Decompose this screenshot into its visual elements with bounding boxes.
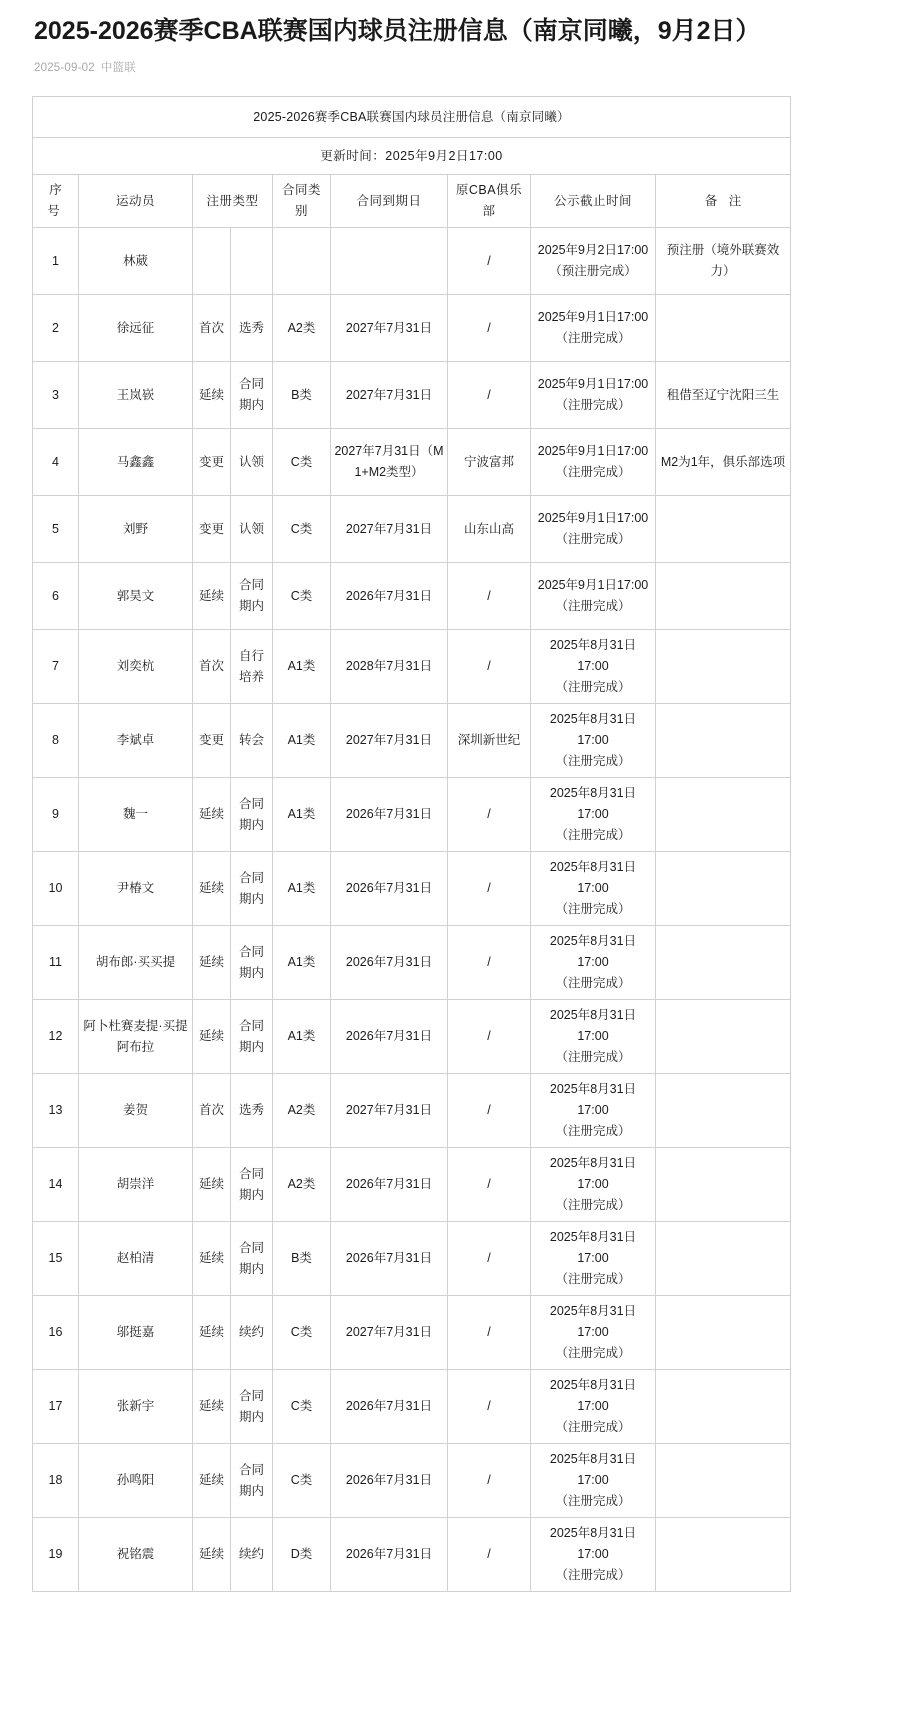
deadline-line-2: （注册完成） <box>555 398 631 412</box>
table-row <box>33 926 791 1000</box>
cell-contract-class: A1类 <box>273 630 331 704</box>
table-row <box>33 1000 791 1074</box>
cell-contract-class: A1类 <box>273 704 331 778</box>
cell-remark <box>656 1000 791 1074</box>
cell-reg-type-secondary: 合同期内 <box>231 1222 273 1296</box>
cell-former-club: / <box>448 1518 531 1592</box>
cell-contract-class: A2类 <box>273 295 331 362</box>
cell-publicity-deadline <box>531 704 656 778</box>
cell-index: 10 <box>33 852 79 926</box>
cell-athlete: 马鑫鑫 <box>79 429 193 496</box>
deadline-line-2: 17:00 <box>577 881 609 895</box>
cell-contract-expiry: 2027年7月31日（M1+M2类型） <box>331 429 448 496</box>
page-title: 2025-2026赛季CBA联赛国内球员注册信息（南京同曦，9月2日） <box>34 17 761 45</box>
cell-reg-type-secondary: 合同期内 <box>231 563 273 630</box>
cell-publicity-deadline <box>531 778 656 852</box>
article-source: 中篮联 <box>100 62 136 74</box>
cell-publicity-deadline <box>531 429 656 496</box>
cell-former-club: / <box>448 630 531 704</box>
cell-contract-expiry <box>331 228 448 295</box>
cell-reg-type-secondary: 选秀 <box>231 295 273 362</box>
cell-reg-type-primary: 延续 <box>193 926 231 1000</box>
cell-reg-type-primary: 延续 <box>193 1000 231 1074</box>
cell-index: 12 <box>33 1000 79 1074</box>
cell-reg-type-primary: 延续 <box>193 1148 231 1222</box>
cell-index: 9 <box>33 778 79 852</box>
cell-reg-type-secondary: 认领 <box>231 496 273 563</box>
header-athlete: 运动员 <box>79 175 193 228</box>
deadline-line-2: 17:00 <box>577 1399 609 1413</box>
cell-remark <box>656 1444 791 1518</box>
cell-index: 11 <box>33 926 79 1000</box>
cell-contract-class: C类 <box>273 1444 331 1518</box>
cell-contract-expiry: 2026年7月31日 <box>331 1444 448 1518</box>
cell-former-club: / <box>448 852 531 926</box>
cell-athlete: 王岚嵚 <box>79 362 193 429</box>
table-row <box>33 630 791 704</box>
cell-athlete: 祝铭震 <box>79 1518 193 1592</box>
deadline-line-3: （注册完成） <box>555 754 631 768</box>
cell-contract-class: A2类 <box>273 1074 331 1148</box>
table-row <box>33 1222 791 1296</box>
deadline-line-2: 17:00 <box>577 1251 609 1265</box>
cell-athlete: 胡布郎·买买提 <box>79 926 193 1000</box>
article-meta <box>34 60 866 76</box>
cell-contract-expiry: 2027年7月31日 <box>331 362 448 429</box>
cell-reg-type-secondary <box>231 228 273 295</box>
cell-remark <box>656 1518 791 1592</box>
cell-publicity-deadline <box>531 1000 656 1074</box>
deadline-line-2: （注册完成） <box>555 532 631 546</box>
cell-athlete: 魏一 <box>79 778 193 852</box>
cell-index: 16 <box>33 1296 79 1370</box>
cell-reg-type-secondary: 续约 <box>231 1518 273 1592</box>
cell-contract-expiry: 2027年7月31日 <box>331 1296 448 1370</box>
cell-publicity-deadline <box>531 362 656 429</box>
table-row <box>33 1518 791 1592</box>
cell-remark: M2为1年，俱乐部选项 <box>656 429 791 496</box>
cell-contract-expiry: 2027年7月31日 <box>331 496 448 563</box>
cell-former-club: / <box>448 295 531 362</box>
cell-contract-class: C类 <box>273 563 331 630</box>
deadline-line-3: （注册完成） <box>555 1272 631 1286</box>
deadline-line-2: 17:00 <box>577 659 609 673</box>
deadline-line-1: 2025年8月31日 <box>549 860 637 874</box>
cell-reg-type-primary: 延续 <box>193 362 231 429</box>
deadline-line-2: 17:00 <box>577 955 609 969</box>
cell-athlete: 姜贺 <box>79 1074 193 1148</box>
header-index: 序 号 <box>33 175 79 228</box>
cell-reg-type-primary: 延续 <box>193 1444 231 1518</box>
deadline-line-3: （注册完成） <box>555 1198 631 1212</box>
cell-reg-type-primary: 延续 <box>193 1370 231 1444</box>
cell-athlete: 刘野 <box>79 496 193 563</box>
cell-index: 15 <box>33 1222 79 1296</box>
cell-former-club: / <box>448 563 531 630</box>
cell-index: 8 <box>33 704 79 778</box>
cell-contract-class: C类 <box>273 1296 331 1370</box>
cell-athlete: 尹椿文 <box>79 852 193 926</box>
table-row <box>33 852 791 926</box>
cell-contract-class: D类 <box>273 1518 331 1592</box>
deadline-line-1: 2025年8月31日 <box>549 1082 637 1096</box>
cell-reg-type-secondary: 合同期内 <box>231 1370 273 1444</box>
cell-remark <box>656 1074 791 1148</box>
deadline-line-3: （注册完成） <box>555 1568 631 1582</box>
deadline-line-2: （注册完成） <box>555 599 631 613</box>
cell-reg-type-primary: 变更 <box>193 704 231 778</box>
cell-reg-type-secondary: 合同期内 <box>231 362 273 429</box>
cell-index: 5 <box>33 496 79 563</box>
cell-former-club: / <box>448 1296 531 1370</box>
table-updated-row <box>33 138 791 175</box>
table-row <box>33 1148 791 1222</box>
cell-publicity-deadline <box>531 1148 656 1222</box>
deadline-line-2: 17:00 <box>577 1325 609 1339</box>
deadline-line-1: 2025年8月31日 <box>549 1008 637 1022</box>
cell-former-club: / <box>448 1370 531 1444</box>
cell-remark <box>656 295 791 362</box>
cell-index: 1 <box>33 228 79 295</box>
cell-publicity-deadline <box>531 1518 656 1592</box>
cell-athlete: 孙鸣阳 <box>79 1444 193 1518</box>
cell-publicity-deadline <box>531 563 656 630</box>
deadline-line-2: （注册完成） <box>555 331 631 345</box>
header-remark: 备 注 <box>656 175 791 228</box>
cell-athlete: 刘奕杭 <box>79 630 193 704</box>
cell-publicity-deadline <box>531 1074 656 1148</box>
deadline-line-1: 2025年8月31日 <box>549 786 637 800</box>
table-head <box>33 97 791 228</box>
deadline-line-2: 17:00 <box>577 807 609 821</box>
cell-publicity-deadline <box>531 926 656 1000</box>
cell-index: 18 <box>33 1444 79 1518</box>
cell-remark <box>656 1296 791 1370</box>
cell-athlete: 邬挺嘉 <box>79 1296 193 1370</box>
deadline-line-1: 2025年8月31日 <box>549 1452 637 1466</box>
cell-contract-expiry: 2028年7月31日 <box>331 630 448 704</box>
cell-athlete: 郭昊文 <box>79 563 193 630</box>
cell-reg-type-secondary: 续约 <box>231 1296 273 1370</box>
cell-contract-class: A1类 <box>273 778 331 852</box>
table-row <box>33 228 791 295</box>
cell-contract-class: C类 <box>273 1370 331 1444</box>
deadline-line-3: （注册完成） <box>555 680 631 694</box>
cell-index: 14 <box>33 1148 79 1222</box>
cell-reg-type-primary: 首次 <box>193 295 231 362</box>
deadline-line-1: 2025年9月1日17:00 <box>537 377 649 391</box>
cell-former-club: / <box>448 1000 531 1074</box>
cell-remark <box>656 630 791 704</box>
deadline-line-1: 2025年9月1日17:00 <box>537 444 649 458</box>
cell-remark <box>656 704 791 778</box>
table-caption: 2025-2026赛季CBA联赛国内球员注册信息（南京同曦） <box>33 97 791 138</box>
deadline-line-1: 2025年8月31日 <box>549 1526 637 1540</box>
table-row <box>33 563 791 630</box>
cell-former-club: / <box>448 1148 531 1222</box>
deadline-line-1: 2025年8月31日 <box>549 712 637 726</box>
article-header <box>0 0 900 76</box>
table-row <box>33 295 791 362</box>
cell-reg-type-secondary: 选秀 <box>231 1074 273 1148</box>
cell-index: 19 <box>33 1518 79 1592</box>
cell-athlete: 胡崇洋 <box>79 1148 193 1222</box>
cell-contract-expiry: 2026年7月31日 <box>331 1222 448 1296</box>
deadline-line-3: （注册完成） <box>555 1420 631 1434</box>
cell-contract-class: C类 <box>273 429 331 496</box>
deadline-line-3: （注册完成） <box>555 976 631 990</box>
cell-reg-type-primary: 变更 <box>193 496 231 563</box>
deadline-line-3: （注册完成） <box>555 1494 631 1508</box>
cell-contract-class: A2类 <box>273 1148 331 1222</box>
cell-remark: 预注册（境外联赛效力） <box>656 228 791 295</box>
table-row <box>33 429 791 496</box>
cell-publicity-deadline <box>531 1444 656 1518</box>
cell-reg-type-secondary: 合同期内 <box>231 926 273 1000</box>
cell-contract-class: A1类 <box>273 926 331 1000</box>
table-caption-row <box>33 97 791 138</box>
deadline-line-1: 2025年8月31日 <box>549 1230 637 1244</box>
deadline-line-2: 17:00 <box>577 1177 609 1191</box>
cell-reg-type-primary <box>193 228 231 295</box>
cell-reg-type-secondary: 转会 <box>231 704 273 778</box>
header-reg-type: 注册类型 <box>193 175 273 228</box>
deadline-line-2: 17:00 <box>577 1547 609 1561</box>
cell-publicity-deadline <box>531 295 656 362</box>
deadline-line-2: 17:00 <box>577 1103 609 1117</box>
cell-former-club: / <box>448 778 531 852</box>
deadline-line-1: 2025年8月31日 <box>549 638 637 652</box>
cell-index: 7 <box>33 630 79 704</box>
cell-reg-type-primary: 延续 <box>193 1296 231 1370</box>
deadline-line-2: 17:00 <box>577 1473 609 1487</box>
cell-athlete: 阿卜杜赛麦提·买提阿布拉 <box>79 1000 193 1074</box>
deadline-line-3: （注册完成） <box>555 1050 631 1064</box>
cell-contract-expiry: 2027年7月31日 <box>331 1074 448 1148</box>
cell-reg-type-primary: 延续 <box>193 563 231 630</box>
cell-contract-class: B类 <box>273 1222 331 1296</box>
deadline-line-2: （预注册完成） <box>549 264 637 278</box>
publish-date: 2025-09-02 <box>34 62 95 74</box>
cell-contract-expiry: 2026年7月31日 <box>331 778 448 852</box>
header-publicity-deadline: 公示截止时间 <box>531 175 656 228</box>
deadline-line-1: 2025年8月31日 <box>549 1378 637 1392</box>
cell-reg-type-secondary: 合同期内 <box>231 1444 273 1518</box>
cell-remark <box>656 852 791 926</box>
deadline-line-1: 2025年8月31日 <box>549 1304 637 1318</box>
cell-athlete: 林葳 <box>79 228 193 295</box>
cell-publicity-deadline <box>531 1370 656 1444</box>
cell-remark <box>656 1222 791 1296</box>
cell-reg-type-secondary: 自行培养 <box>231 630 273 704</box>
cell-reg-type-secondary: 合同期内 <box>231 852 273 926</box>
cell-reg-type-primary: 延续 <box>193 1518 231 1592</box>
cell-publicity-deadline <box>531 1296 656 1370</box>
table-row <box>33 1370 791 1444</box>
cell-contract-expiry: 2026年7月31日 <box>331 1000 448 1074</box>
cell-contract-expiry: 2026年7月31日 <box>331 1370 448 1444</box>
cell-former-club: 山东山高 <box>448 496 531 563</box>
cell-remark <box>656 1370 791 1444</box>
cell-contract-class: C类 <box>273 496 331 563</box>
cell-remark: 租借至辽宁沈阳三生 <box>656 362 791 429</box>
cell-former-club: / <box>448 1074 531 1148</box>
table-row <box>33 496 791 563</box>
table-row <box>33 704 791 778</box>
cell-athlete: 赵柏清 <box>79 1222 193 1296</box>
cell-contract-class: A1类 <box>273 1000 331 1074</box>
cell-contract-expiry: 2026年7月31日 <box>331 563 448 630</box>
table-body <box>33 228 791 1592</box>
cell-remark <box>656 926 791 1000</box>
deadline-line-1: 2025年9月2日17:00 <box>537 243 649 257</box>
cell-publicity-deadline <box>531 630 656 704</box>
cell-remark <box>656 496 791 563</box>
table-row <box>33 1296 791 1370</box>
deadline-line-3: （注册完成） <box>555 902 631 916</box>
cell-former-club: / <box>448 1444 531 1518</box>
cell-athlete: 徐远征 <box>79 295 193 362</box>
cell-contract-expiry: 2026年7月31日 <box>331 852 448 926</box>
deadline-line-3: （注册完成） <box>555 828 631 842</box>
cell-remark <box>656 563 791 630</box>
table-updated-time: 更新时间：2025年9月2日17:00 <box>33 138 791 175</box>
cell-publicity-deadline <box>531 1222 656 1296</box>
cell-contract-class: B类 <box>273 362 331 429</box>
table-row <box>33 362 791 429</box>
cell-former-club: 宁波富邦 <box>448 429 531 496</box>
cell-reg-type-primary: 延续 <box>193 1222 231 1296</box>
cell-reg-type-primary: 延续 <box>193 852 231 926</box>
deadline-line-1: 2025年8月31日 <box>549 1156 637 1170</box>
cell-reg-type-secondary: 合同期内 <box>231 1148 273 1222</box>
header-former-club: 原CBA俱乐部 <box>448 175 531 228</box>
cell-former-club: / <box>448 362 531 429</box>
header-contract-class: 合同类别 <box>273 175 331 228</box>
cell-contract-class: A1类 <box>273 852 331 926</box>
deadline-line-3: （注册完成） <box>555 1346 631 1360</box>
cell-index: 2 <box>33 295 79 362</box>
cell-athlete: 张新宇 <box>79 1370 193 1444</box>
cell-former-club: / <box>448 1222 531 1296</box>
cell-reg-type-secondary: 合同期内 <box>231 778 273 852</box>
cell-index: 6 <box>33 563 79 630</box>
cell-reg-type-primary: 首次 <box>193 630 231 704</box>
cell-publicity-deadline <box>531 496 656 563</box>
cell-former-club: / <box>448 926 531 1000</box>
cell-publicity-deadline <box>531 852 656 926</box>
cell-index: 13 <box>33 1074 79 1148</box>
table-row <box>33 1444 791 1518</box>
cell-publicity-deadline <box>531 228 656 295</box>
deadline-line-1: 2025年9月1日17:00 <box>537 310 649 324</box>
deadline-line-2: 17:00 <box>577 733 609 747</box>
cell-reg-type-primary: 变更 <box>193 429 231 496</box>
cell-remark <box>656 1148 791 1222</box>
deadline-line-2: 17:00 <box>577 1029 609 1043</box>
deadline-line-1: 2025年9月1日17:00 <box>537 511 649 525</box>
cell-contract-expiry: 2026年7月31日 <box>331 1518 448 1592</box>
registration-table <box>32 96 791 1592</box>
cell-index: 17 <box>33 1370 79 1444</box>
cell-contract-expiry: 2027年7月31日 <box>331 704 448 778</box>
cell-reg-type-secondary: 合同期内 <box>231 1000 273 1074</box>
deadline-line-2: （注册完成） <box>555 465 631 479</box>
cell-reg-type-primary: 延续 <box>193 778 231 852</box>
deadline-line-1: 2025年8月31日 <box>549 934 637 948</box>
cell-contract-expiry: 2026年7月31日 <box>331 1148 448 1222</box>
cell-athlete: 李斌卓 <box>79 704 193 778</box>
cell-contract-expiry: 2027年7月31日 <box>331 295 448 362</box>
cell-former-club: 深圳新世纪 <box>448 704 531 778</box>
header-contract-expiry: 合同到期日 <box>331 175 448 228</box>
cell-index: 4 <box>33 429 79 496</box>
cell-contract-expiry: 2026年7月31日 <box>331 926 448 1000</box>
cell-reg-type-primary: 首次 <box>193 1074 231 1148</box>
cell-remark <box>656 778 791 852</box>
cell-index: 3 <box>33 362 79 429</box>
cell-former-club: / <box>448 228 531 295</box>
deadline-line-3: （注册完成） <box>555 1124 631 1138</box>
registration-table-wrap <box>32 96 790 1592</box>
table-row <box>33 1074 791 1148</box>
deadline-line-1: 2025年9月1日17:00 <box>537 578 649 592</box>
cell-contract-class <box>273 228 331 295</box>
table-header-row <box>33 175 791 228</box>
table-row <box>33 778 791 852</box>
cell-reg-type-secondary: 认领 <box>231 429 273 496</box>
